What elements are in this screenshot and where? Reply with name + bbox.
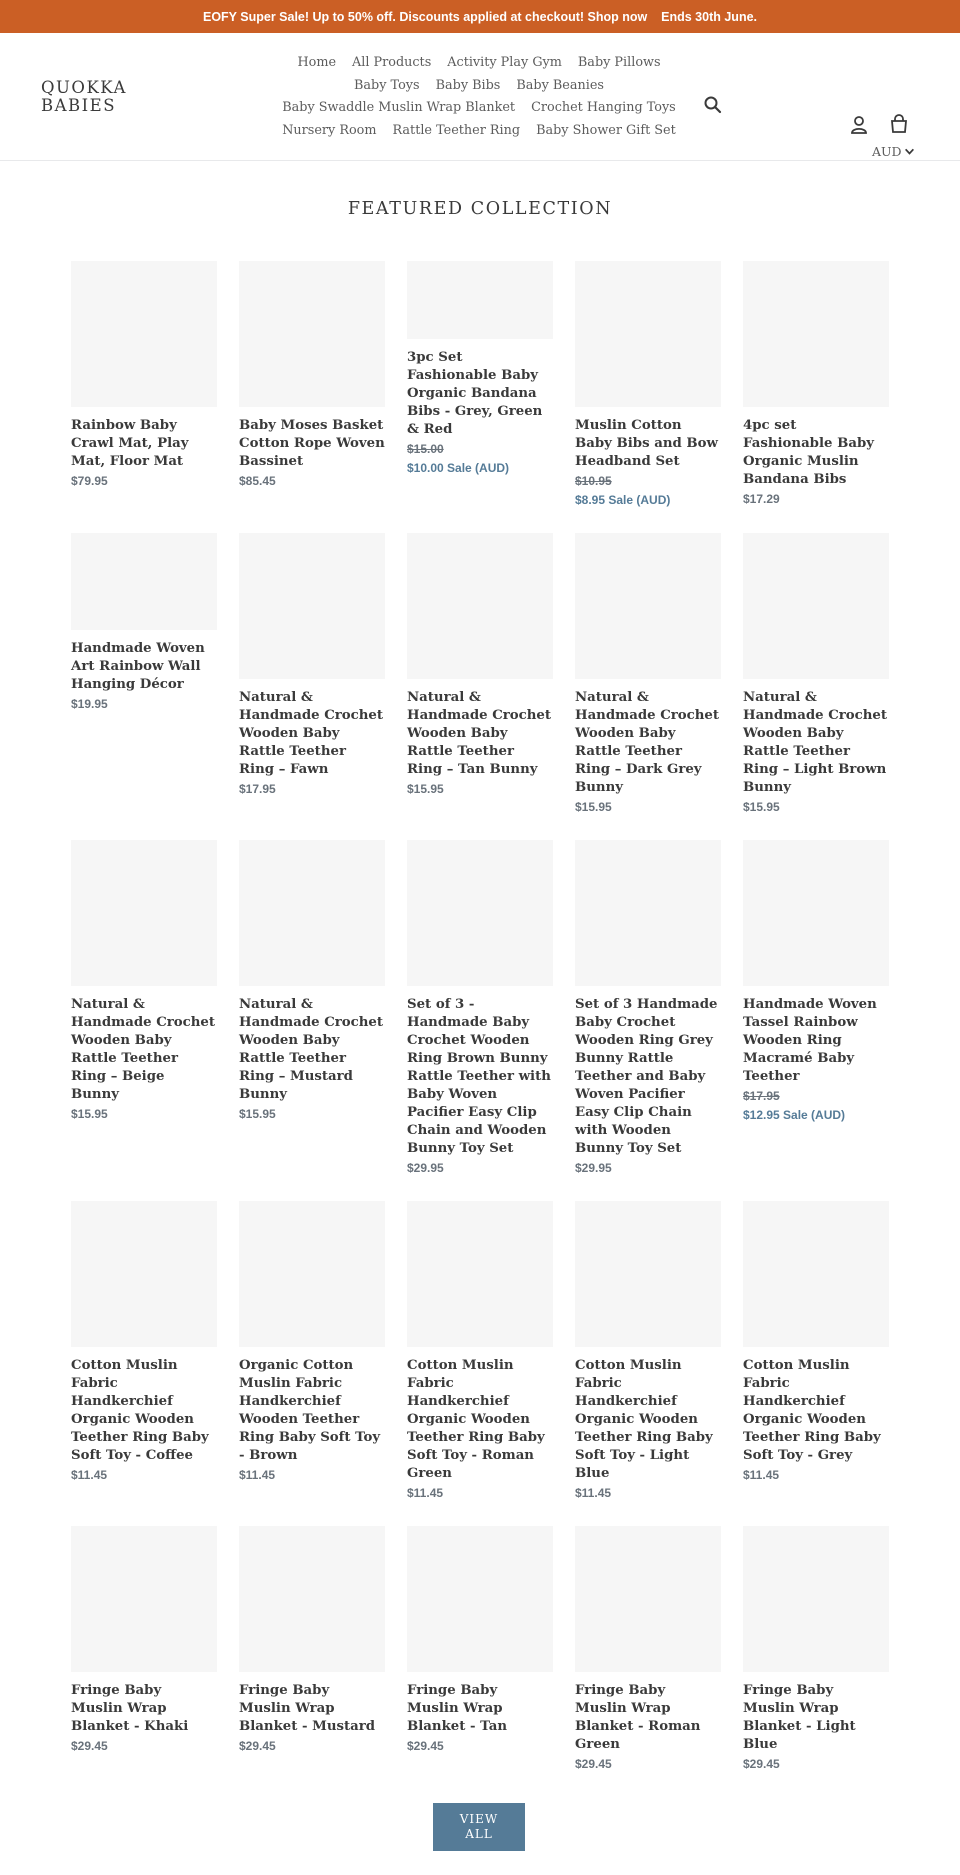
product-card[interactable] xyxy=(239,840,385,1177)
chevron-down-icon xyxy=(904,146,915,157)
product-price: $79.95 xyxy=(71,474,108,488)
nav-item-baby-swaddle[interactable]: Baby Swaddle Muslin Wrap Blanket xyxy=(282,100,516,115)
product-price: $29.45 xyxy=(407,1739,444,1753)
section-title: FEATURED COLLECTION xyxy=(347,199,613,219)
product-card[interactable] xyxy=(239,1201,385,1502)
announcement-text[interactable]: EOFY Super Sale! Up to 50% off. Discounts applied at checkout! Shop now Ends 30th June. xyxy=(202,9,758,24)
product-image[interactable] xyxy=(407,1526,553,1672)
product-image[interactable] xyxy=(407,533,553,679)
product-title[interactable]: Muslin Cotton Baby Bibs and Bow Headband Set xyxy=(575,418,718,469)
product-image[interactable] xyxy=(407,840,553,986)
product-card[interactable] xyxy=(575,533,721,816)
product-price: $11.45 xyxy=(71,1468,108,1482)
product-row xyxy=(71,261,889,509)
product-image[interactable] xyxy=(239,533,385,679)
cart-icon[interactable] xyxy=(889,114,909,134)
product-title[interactable]: Natural & Handmade Crochet Wooden Baby Rattle Teether Ring – Light Brown Bunny xyxy=(743,690,888,795)
product-card[interactable] xyxy=(239,533,385,816)
product-price: $15.95 xyxy=(71,1107,108,1121)
product-sale-price: $10.00 Sale (AUD) xyxy=(407,461,510,475)
product-compare-price: $15.00 xyxy=(407,442,444,456)
currency-selector[interactable] xyxy=(872,144,915,159)
product-price: $29.45 xyxy=(575,1757,612,1771)
product-image[interactable] xyxy=(407,261,553,339)
product-price: $11.45 xyxy=(743,1468,780,1482)
product-sale-price: $8.95 Sale (AUD) xyxy=(575,493,671,507)
product-card[interactable] xyxy=(743,1201,889,1502)
nav-item-baby-toys[interactable]: Baby Toys xyxy=(354,77,420,93)
product-price: $15.95 xyxy=(407,782,444,796)
product-card[interactable] xyxy=(239,261,385,509)
product-price: $29.45 xyxy=(71,1739,108,1753)
product-price: $85.45 xyxy=(239,474,276,488)
site-header xyxy=(0,33,960,161)
product-price: $29.45 xyxy=(743,1757,780,1771)
product-image[interactable] xyxy=(71,840,217,986)
product-row xyxy=(71,1201,889,1502)
product-title[interactable]: Natural & Handmade Crochet Wooden Baby Rattle Teether Ring – Dark Grey Bunny xyxy=(575,690,720,795)
product-image[interactable] xyxy=(407,1201,553,1347)
product-title[interactable]: Rainbow Baby Crawl Mat, Play Mat, Floor Mat xyxy=(71,418,189,469)
product-image[interactable] xyxy=(239,261,385,407)
product-card[interactable] xyxy=(575,1201,721,1502)
product-image[interactable] xyxy=(743,840,889,986)
product-title[interactable]: Fringe Baby Muslin Wrap Blanket - Khaki xyxy=(71,1683,189,1734)
product-title[interactable]: Set of 3 Handmade Baby Crochet Wooden Ring Grey Bunny Rattle Teether and Baby Woven Pacifier Easy Clip Chain with Wooden Bunny Toy Set xyxy=(575,997,718,1156)
product-card[interactable] xyxy=(743,261,889,509)
product-price: $17.29 xyxy=(743,492,780,506)
product-image[interactable] xyxy=(743,261,889,407)
product-image[interactable] xyxy=(575,261,721,407)
nav-item-baby-pillows[interactable]: Baby Pillows xyxy=(577,55,661,70)
product-title[interactable]: Set of 3 - Handmade Baby Crochet Wooden Ring Brown Bunny Rattle Teether with Baby Woven Pacifier Easy Clip Chain and Wooden Bunny Toy Set xyxy=(407,997,551,1156)
product-price: $29.95 xyxy=(407,1161,444,1175)
product-title[interactable]: Cotton Muslin Fabric Handkerchief Organic Wooden Teether Ring Baby Soft Toy - Light Blue xyxy=(575,1358,713,1481)
product-compare-price: $10.95 xyxy=(575,474,612,488)
product-card[interactable] xyxy=(71,261,217,509)
product-title[interactable]: Natural & Handmade Crochet Wooden Baby Rattle Teether Ring – Beige Bunny xyxy=(71,997,216,1102)
product-card[interactable] xyxy=(239,1526,385,1773)
product-title[interactable]: Natural & Handmade Crochet Wooden Baby Rattle Teether Ring – Fawn xyxy=(239,690,384,777)
product-title[interactable]: Handmade Woven Art Rainbow Wall Hanging Décor xyxy=(71,641,205,692)
product-card[interactable] xyxy=(575,1526,721,1773)
product-price: $11.45 xyxy=(575,1486,612,1500)
nav-item-home[interactable]: Home xyxy=(297,55,337,70)
product-image[interactable] xyxy=(239,840,385,986)
view-all-button[interactable] xyxy=(433,1803,525,1851)
nav-item-rattle-teether-ring[interactable]: Rattle Teether Ring xyxy=(392,122,521,138)
product-image[interactable] xyxy=(743,1526,889,1672)
store-logo[interactable] xyxy=(41,79,181,115)
nav-item-baby-beanies[interactable]: Baby Beanies xyxy=(516,77,604,93)
product-title[interactable]: Fringe Baby Muslin Wrap Blanket - Light Blue xyxy=(743,1683,856,1752)
product-card[interactable] xyxy=(407,533,553,816)
logo-line-1: QUOKKA xyxy=(41,78,127,97)
product-price: $19.95 xyxy=(71,697,108,711)
product-price: $15.95 xyxy=(239,1107,276,1121)
product-row xyxy=(71,840,889,1177)
product-grid xyxy=(71,261,889,1797)
product-card[interactable] xyxy=(407,1201,553,1502)
product-title[interactable]: Fringe Baby Muslin Wrap Blanket - Tan xyxy=(407,1683,508,1734)
product-image[interactable] xyxy=(575,1526,721,1672)
product-image[interactable] xyxy=(239,1526,385,1672)
product-price: $11.45 xyxy=(239,1468,276,1482)
product-price: $17.95 xyxy=(239,782,276,796)
product-image[interactable] xyxy=(743,533,889,679)
product-sale-price: $12.95 Sale (AUD) xyxy=(743,1108,846,1122)
product-image[interactable] xyxy=(575,533,721,679)
product-title[interactable]: Fringe Baby Muslin Wrap Blanket - Mustard xyxy=(239,1683,376,1734)
search-icon[interactable] xyxy=(703,95,723,115)
product-row xyxy=(71,1526,889,1773)
nav-item-baby-bibs[interactable]: Baby Bibs xyxy=(435,77,501,93)
announcement-bar[interactable] xyxy=(0,0,960,33)
nav-item-crochet-hanging-toys[interactable]: Crochet Hanging Toys xyxy=(531,100,676,115)
product-price: $11.45 xyxy=(407,1486,444,1500)
product-card[interactable] xyxy=(575,261,721,509)
product-title[interactable]: Cotton Muslin Fabric Handkerchief Organic Wooden Teether Ring Baby Soft Toy - Grey xyxy=(743,1358,881,1463)
logo-line-2: BABIES xyxy=(41,96,117,115)
product-card[interactable] xyxy=(407,840,553,1177)
product-image[interactable] xyxy=(239,1201,385,1347)
product-card[interactable] xyxy=(575,840,721,1177)
product-price: $29.95 xyxy=(575,1161,612,1175)
product-card[interactable] xyxy=(71,1201,217,1502)
nav-item-all-products[interactable]: All Products xyxy=(352,55,432,70)
product-title[interactable]: Cotton Muslin Fabric Handkerchief Organic Wooden Teether Ring Baby Soft Toy - Coffee xyxy=(71,1358,209,1463)
nav-item-nursery-room[interactable]: Nursery Room xyxy=(282,122,377,138)
product-card[interactable] xyxy=(71,1526,217,1773)
product-card[interactable] xyxy=(743,1526,889,1773)
product-card[interactable] xyxy=(407,261,553,509)
product-image[interactable] xyxy=(71,533,217,630)
product-card[interactable] xyxy=(743,840,889,1177)
product-row xyxy=(71,533,889,816)
product-image[interactable] xyxy=(575,1201,721,1347)
product-card[interactable] xyxy=(407,1526,553,1773)
product-price: $15.95 xyxy=(575,800,612,814)
product-price: $15.95 xyxy=(743,800,780,814)
main-navigation xyxy=(274,52,684,142)
product-title[interactable]: 3pc Set Fashionable Baby Organic Bandana Bibs - Grey, Green & Red xyxy=(407,350,543,437)
view-all-line-2: ALL xyxy=(465,1827,493,1841)
product-price: $29.45 xyxy=(239,1739,276,1753)
account-icon[interactable] xyxy=(849,115,869,135)
product-title[interactable]: Cotton Muslin Fabric Handkerchief Organic Wooden Teether Ring Baby Soft Toy - Roman Green xyxy=(407,1358,545,1481)
product-card[interactable] xyxy=(71,840,217,1177)
product-title[interactable]: Organic Cotton Muslin Fabric Handkerchief Wooden Teether Ring Baby Soft Toy - Brown xyxy=(239,1358,381,1463)
product-title[interactable]: Natural & Handmade Crochet Wooden Baby Rattle Teether Ring – Tan Bunny xyxy=(407,690,552,777)
product-image[interactable] xyxy=(71,261,217,407)
product-title[interactable]: Fringe Baby Muslin Wrap Blanket - Roman Green xyxy=(575,1683,701,1752)
product-compare-price: $17.95 xyxy=(743,1089,780,1103)
product-title[interactable]: Handmade Woven Tassel Rainbow Wooden Ring Macramé Baby Teether xyxy=(743,997,877,1084)
product-title[interactable]: 4pc set Fashionable Baby Organic Muslin Bandana Bibs xyxy=(743,418,875,487)
product-image[interactable] xyxy=(71,1201,217,1347)
product-image[interactable] xyxy=(71,1526,217,1672)
currency-label: AUD xyxy=(872,144,902,159)
nav-item-baby-shower-gift-set[interactable]: Baby Shower Gift Set xyxy=(536,122,676,138)
product-card[interactable] xyxy=(71,533,217,816)
product-title[interactable]: Baby Moses Basket Cotton Rope Woven Bassinet xyxy=(239,418,385,469)
product-title[interactable]: Natural & Handmade Crochet Wooden Baby Rattle Teether Ring – Mustard Bunny xyxy=(239,997,384,1102)
nav-item-activity-play-gym[interactable]: Activity Play Gym xyxy=(447,55,562,70)
product-image[interactable] xyxy=(743,1201,889,1347)
product-card[interactable] xyxy=(743,533,889,816)
product-image[interactable] xyxy=(575,840,721,986)
view-all-line-1: VIEW xyxy=(459,1812,499,1826)
